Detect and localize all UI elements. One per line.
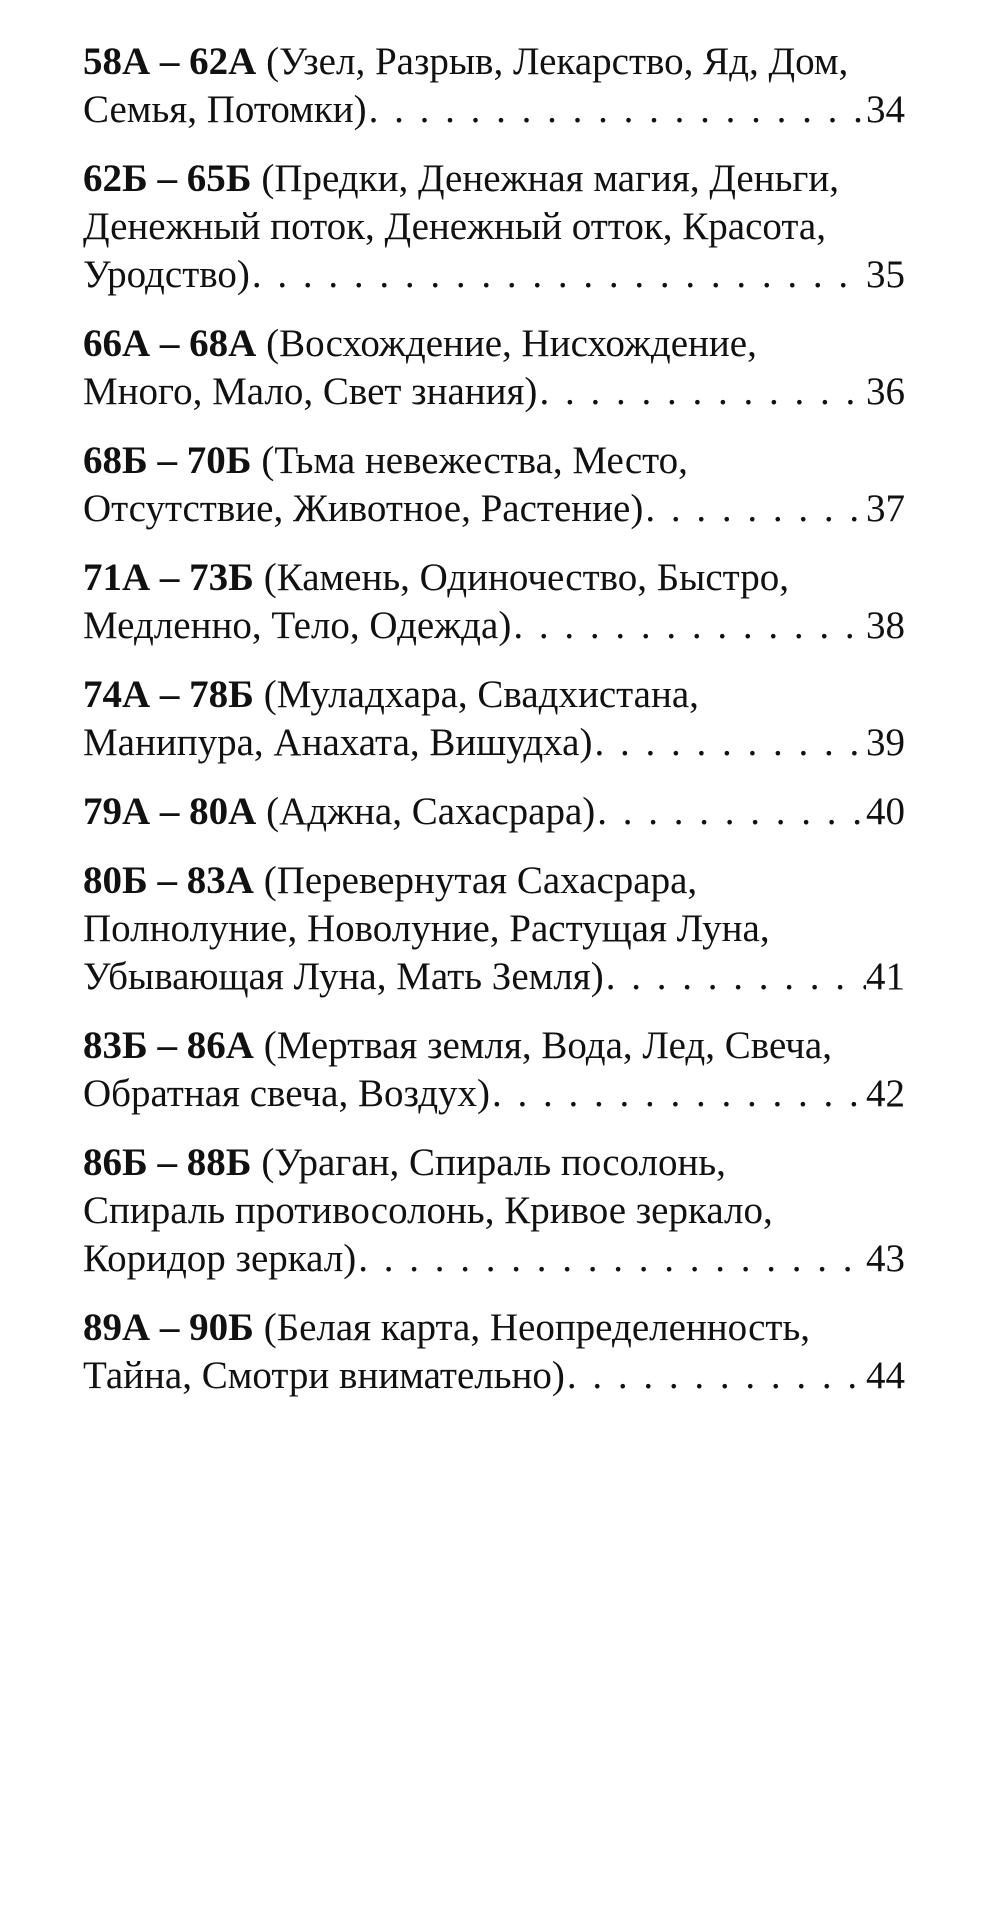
toc-entry-line <box>83 905 905 953</box>
dot-leader <box>490 1070 866 1118</box>
toc-entry-title: Коридор зеркал) <box>83 1237 357 1280</box>
toc-entry-text <box>83 602 511 650</box>
dot-leader <box>595 788 866 836</box>
toc-page-number: 41 <box>866 955 905 998</box>
toc-entry-text <box>83 556 789 599</box>
toc-entry-text <box>83 1070 490 1118</box>
toc-entry-line <box>83 788 905 836</box>
toc-entry-text <box>83 788 595 836</box>
toc-entry-title: (Тьма невежества, Место, <box>261 439 688 482</box>
toc-entry-title: (Белая карта, Неопределенность, <box>263 1306 811 1349</box>
toc-page-number: 38 <box>866 604 905 647</box>
toc-entry-line <box>83 1139 905 1187</box>
dot-leader <box>592 719 866 767</box>
toc-entry-title: Медленно, Тело, Одежда) <box>83 604 512 647</box>
toc-entry <box>83 1139 905 1283</box>
toc-entry-title: (Аджна, Сахасрара) <box>266 790 596 833</box>
toc-entry-text <box>83 1235 356 1283</box>
toc-page-number: 42 <box>866 1072 905 1115</box>
toc-entry-line <box>83 320 905 368</box>
toc-entry-text <box>83 953 604 1001</box>
toc-entry-range: 86Б – 88Б <box>83 1141 252 1184</box>
toc-entry-line <box>83 953 905 1001</box>
toc-entry-line <box>83 719 905 767</box>
toc-entry-text <box>83 859 697 902</box>
toc-entry-title: (Ураган, Спираль посолонь, <box>261 1141 726 1184</box>
toc-entry-range: 83Б – 86А <box>83 1024 254 1067</box>
toc-entry-text <box>83 205 826 248</box>
dot-leader <box>537 368 866 416</box>
toc-entry <box>83 1022 905 1118</box>
toc-entry-line <box>83 1070 905 1118</box>
toc-page-number: 34 <box>866 88 905 131</box>
toc-entry-line <box>83 368 905 416</box>
toc-entry-text <box>83 719 592 767</box>
toc-entry-text <box>83 322 757 365</box>
toc-entry-title: Спираль противосолонь, Кривое зеркало, <box>83 1189 773 1232</box>
dot-leader <box>511 602 866 650</box>
dot-leader <box>604 953 866 1001</box>
toc-entry-text <box>83 1352 565 1400</box>
toc-entry <box>83 38 905 134</box>
toc-entry-title: (Муладхара, Свадхистана, <box>263 673 699 716</box>
toc-entry-range: 71А – 73Б <box>83 556 254 599</box>
toc-entry <box>83 437 905 533</box>
toc-page-number: 35 <box>866 253 905 296</box>
toc-entry-line <box>83 485 905 533</box>
toc-page-number: 43 <box>866 1237 905 1280</box>
toc-entry-range: 68Б – 70Б <box>83 439 252 482</box>
toc-page-number: 36 <box>866 370 905 413</box>
toc-entry-text <box>83 485 643 533</box>
toc-entry-range: 80Б – 83А <box>83 859 254 902</box>
toc-entry-title: (Восхождение, Нисхождение, <box>266 322 757 365</box>
toc-entry-line <box>83 437 905 485</box>
toc-entry-title: Семья, Потомки) <box>83 88 367 131</box>
toc-entry-title: Тайна, Смотри внимательно) <box>83 1354 565 1397</box>
toc-entry-text <box>83 157 839 200</box>
toc-entry-range: 62Б – 65Б <box>83 157 252 200</box>
toc-entry-text <box>83 907 770 950</box>
toc-entry-line <box>83 554 905 602</box>
toc-entry-line <box>83 203 905 251</box>
toc-entry-line <box>83 602 905 650</box>
toc-entry-range: 66А – 68А <box>83 322 257 365</box>
toc-entry <box>83 857 905 1001</box>
toc-entry-title: (Мертвая земля, Вода, Лед, Свеча, <box>263 1024 832 1067</box>
dot-leader <box>643 485 866 533</box>
toc-entry-text <box>83 1189 773 1232</box>
toc-entry <box>83 155 905 299</box>
toc-entry-title: Отсутствие, Животное, Растение) <box>83 487 644 530</box>
toc-entry-line <box>83 1022 905 1070</box>
toc-entry-title: (Узел, Разрыв, Лекарство, Яд, Дом, <box>266 40 849 83</box>
toc-entry-range: 58А – 62А <box>83 40 257 83</box>
toc-entry-text <box>83 1141 726 1184</box>
toc-entry-line <box>83 1187 905 1235</box>
toc-entry-title: Полнолуние, Новолуние, Растущая Луна, <box>83 907 770 950</box>
toc-entry-text <box>83 368 537 416</box>
toc-entry-line <box>83 1235 905 1283</box>
toc-entry <box>83 320 905 416</box>
toc-entry-text <box>83 251 250 299</box>
toc-entry-line <box>83 155 905 203</box>
toc-entry <box>83 788 905 836</box>
toc-entry-title: (Предки, Денежная магия, Деньги, <box>261 157 840 200</box>
toc-page-number: 37 <box>866 487 905 530</box>
toc-entry-line <box>83 1352 905 1400</box>
dot-leader <box>565 1352 866 1400</box>
toc-entry-range: 74А – 78Б <box>83 673 254 716</box>
toc-entry-title: Убывающая Луна, Мать Земля) <box>83 955 604 998</box>
toc-entry-text <box>83 86 367 134</box>
toc-page-number: 39 <box>866 721 905 764</box>
toc-entry-line <box>83 38 905 86</box>
toc-entry-title: Денежный поток, Денежный отток, Красота, <box>83 205 826 248</box>
toc-entry-line <box>83 251 905 299</box>
toc-page-number: 40 <box>866 790 905 833</box>
toc-entry <box>83 671 905 767</box>
toc-entry-title: (Перевернутая Сахасрара, <box>263 859 698 902</box>
table-of-contents <box>83 38 905 1421</box>
dot-leader <box>356 1235 866 1283</box>
toc-entry-text <box>83 1024 832 1067</box>
toc-entry-text <box>83 673 699 716</box>
toc-entry-line <box>83 86 905 134</box>
toc-entry-text <box>83 40 848 83</box>
dot-leader <box>250 251 866 299</box>
toc-entry-range: 79А – 80А <box>83 790 257 833</box>
toc-page-number: 44 <box>866 1354 905 1397</box>
toc-entry-title: Уродство) <box>83 253 250 296</box>
toc-entry <box>83 554 905 650</box>
toc-entry-text <box>83 439 688 482</box>
toc-entry-line <box>83 1304 905 1352</box>
toc-entry-text <box>83 1306 810 1349</box>
toc-entry-title: Обратная свеча, Воздух) <box>83 1072 491 1115</box>
toc-entry-line <box>83 857 905 905</box>
toc-entry <box>83 1304 905 1400</box>
toc-entry-title: (Камень, Одиночество, Быстро, <box>263 556 789 599</box>
toc-entry-title: Манипура, Анахата, Вишудха) <box>83 721 593 764</box>
toc-entry-range: 89А – 90Б <box>83 1306 254 1349</box>
toc-entry-line <box>83 671 905 719</box>
dot-leader <box>367 86 866 134</box>
toc-entry-title: Много, Мало, Свет знания) <box>83 370 538 413</box>
